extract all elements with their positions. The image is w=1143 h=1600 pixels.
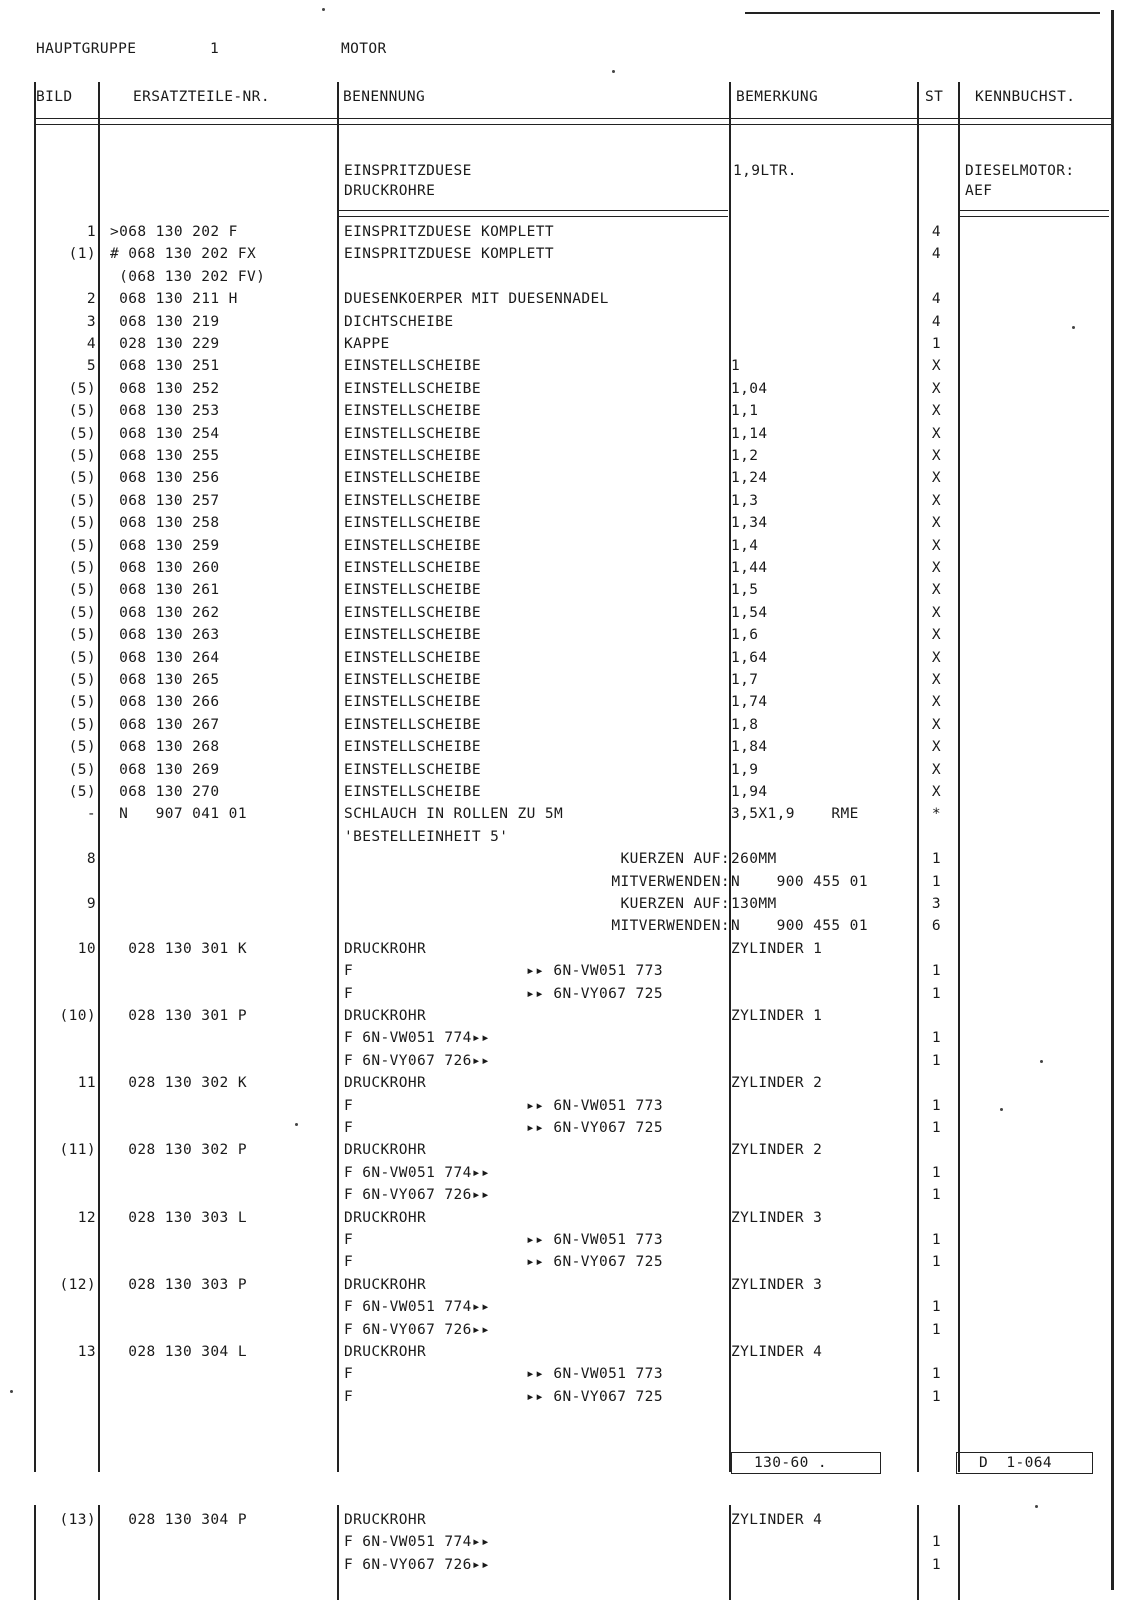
table-row [0, 1184, 1143, 1206]
table-row [0, 1319, 1143, 1341]
quantity-cell: X [931, 560, 942, 576]
table-row [0, 535, 1143, 557]
table-row [0, 1050, 1143, 1072]
quantity-cell: 1 [931, 1366, 942, 1383]
part-number-cell: 028 130 302 P [110, 1142, 247, 1159]
part-number-cell: 068 130 251 [110, 358, 220, 375]
section-kenn-2: AEF [965, 183, 993, 199]
bild-cell: (5) [68, 492, 96, 509]
table-row [0, 1554, 1143, 1576]
part-number-cell: 068 130 260 [110, 560, 220, 576]
remark-cell: 1,6 [731, 627, 759, 644]
description-cell: DRUCKROHR [344, 940, 427, 957]
bild-cell: 2 [86, 291, 96, 308]
table-row [0, 871, 1143, 893]
part-number-cell: 068 130 211 H [110, 291, 238, 308]
description-cell: EINSPRITZDUESE KOMPLETT [344, 224, 554, 240]
quantity-cell: 1 [931, 1030, 942, 1047]
table-row [0, 803, 1143, 825]
table-row [0, 288, 1143, 310]
quantity-cell: X [931, 716, 942, 733]
quantity-cell: 3 [931, 896, 942, 912]
description-cell: F [344, 1232, 354, 1248]
bild-cell: (12) [59, 1276, 96, 1293]
part-number-cell: 068 130 265 [110, 672, 220, 688]
quantity-cell: X [931, 582, 942, 599]
remark-cell: 1,34 [731, 515, 768, 532]
description-cell: F 6N-VY067 726▸▸ [344, 1321, 491, 1338]
remark-cell: ZYLINDER 1 [731, 1008, 823, 1024]
table-row [0, 557, 1143, 579]
quantity-cell: X [931, 739, 942, 756]
bild-cell: (5) [68, 649, 96, 666]
part-number-cell: 068 130 252 [110, 380, 220, 397]
quantity-cell: 4 [931, 224, 942, 240]
part-number-cell: 028 130 304 P [110, 1512, 247, 1528]
quantity-cell: X [931, 604, 942, 621]
description-cell: EINSTELLSCHEIBE [344, 672, 481, 688]
table-row [0, 243, 1143, 265]
table-row [0, 624, 1143, 646]
description-cell: EINSTELLSCHEIBE [344, 403, 481, 420]
table-row [0, 1162, 1143, 1184]
bild-cell: (5) [68, 515, 96, 532]
description-cell: F [344, 1366, 354, 1383]
description-cell: EINSTELLSCHEIBE [344, 627, 481, 644]
range-cell: ▸▸ 6N-VY067 725 [526, 1388, 663, 1405]
description-cell: DRUCKROHR [344, 1008, 427, 1024]
remark-cell: 1,1 [731, 403, 759, 420]
table-row [0, 1341, 1143, 1363]
description-cell: F [344, 1388, 354, 1405]
part-number-cell: 028 130 303 L [110, 1209, 247, 1226]
quantity-cell: 1 [931, 1187, 942, 1204]
remark-cell: N 900 455 01 [731, 873, 868, 890]
quantity-cell: 1 [931, 1556, 942, 1573]
table-row [0, 1117, 1143, 1139]
description-cell: EINSTELLSCHEIBE [344, 784, 481, 800]
remark-cell: 1,7 [731, 672, 759, 688]
quantity-cell: 1 [931, 963, 942, 980]
remark-cell: ZYLINDER 4 [731, 1344, 823, 1360]
part-number-cell: 068 130 219 [110, 313, 220, 330]
bild-cell: - [86, 806, 96, 823]
part-number-cell: 028 130 302 K [110, 1075, 247, 1092]
quantity-cell: 1 [931, 1052, 942, 1069]
col-kennbuchst: KENNBUCHST. [975, 89, 1076, 105]
description-cell: EINSTELLSCHEIBE [344, 380, 481, 397]
bild-cell: (5) [68, 425, 96, 442]
remark-cell: 1,8 [731, 716, 759, 733]
quantity-cell: 1 [931, 1534, 942, 1551]
table-row [0, 714, 1143, 736]
description-cell: EINSTELLSCHEIBE [344, 739, 481, 756]
bild-cell: 9 [86, 896, 96, 912]
description-cell: KAPPE [344, 336, 390, 352]
bild-cell: 5 [86, 358, 96, 375]
part-number-cell: 028 130 304 L [110, 1344, 247, 1360]
remark-cell: 1,9 [731, 761, 759, 778]
table-row [0, 1251, 1143, 1273]
part-number-cell: # 068 130 202 FX [110, 246, 257, 263]
part-number-cell: 068 130 263 [110, 627, 220, 644]
scan-speck [295, 1123, 298, 1126]
table-row [0, 1027, 1143, 1049]
quantity-cell: 1 [931, 851, 942, 868]
section-rule-kenn [959, 210, 1109, 217]
part-number-cell: 068 130 267 [110, 716, 220, 733]
scan-speck [1000, 1108, 1003, 1111]
bild-cell: (5) [68, 448, 96, 464]
table-row [0, 467, 1143, 489]
table-row [0, 691, 1143, 713]
range-cell: ▸▸ 6N-VY067 725 [526, 985, 663, 1002]
quantity-cell: 6 [931, 918, 942, 935]
description-cell: DICHTSCHEIBE [344, 313, 454, 330]
table-row [0, 893, 1143, 915]
part-number-cell: 068 130 254 [110, 425, 220, 442]
bild-cell: (5) [68, 582, 96, 599]
bild-cell: (1) [68, 246, 96, 263]
part-number-cell: 068 130 253 [110, 403, 220, 420]
table-row [0, 490, 1143, 512]
description-cell: DRUCKROHR [344, 1276, 427, 1293]
ref-box-right [956, 1452, 1093, 1474]
bild-cell: (5) [68, 739, 96, 756]
quantity-cell: X [931, 672, 942, 688]
table-row [0, 1509, 1143, 1531]
quantity-cell: 4 [931, 313, 942, 330]
description-cell: EINSTELLSCHEIBE [344, 448, 481, 464]
bild-cell: 3 [86, 313, 96, 330]
bild-cell: (10) [59, 1008, 96, 1024]
description-cell: EINSTELLSCHEIBE [344, 492, 481, 509]
quantity-cell: 1 [931, 1164, 942, 1181]
top-rule [745, 12, 1100, 14]
section-title-2: DRUCKROHRE [344, 183, 436, 199]
quantity-cell: X [931, 358, 942, 375]
description-cell: DRUCKROHR [344, 1142, 427, 1159]
bild-cell: (5) [68, 672, 96, 688]
table-row [0, 1274, 1143, 1296]
quantity-cell: X [931, 537, 942, 554]
remark-cell: ZYLINDER 2 [731, 1075, 823, 1092]
part-number-cell: >068 130 202 F [110, 224, 238, 240]
part-number-cell: 068 130 268 [110, 739, 220, 756]
table-row [0, 1363, 1143, 1385]
description-cell: 'BESTELLEINHEIT 5' [344, 828, 509, 845]
remark-cell: 1,5 [731, 582, 759, 599]
quantity-cell: 1 [931, 336, 942, 352]
quantity-cell: X [931, 448, 942, 464]
quantity-cell: 1 [931, 1097, 942, 1114]
table-row [0, 938, 1143, 960]
table-row [0, 512, 1143, 534]
quantity-cell: X [931, 470, 942, 487]
scan-speck [612, 70, 615, 73]
remark-cell: 1,24 [731, 470, 768, 487]
part-number-cell: 028 130 303 P [110, 1276, 247, 1293]
quantity-cell: X [931, 761, 942, 778]
description-cell: DRUCKROHR [344, 1209, 427, 1226]
part-number-cell: 068 130 269 [110, 761, 220, 778]
quantity-cell: X [931, 649, 942, 666]
table-row [0, 848, 1143, 870]
description-cell: F 6N-VW051 774▸▸ [344, 1030, 491, 1047]
part-number-cell: 068 130 256 [110, 470, 220, 487]
section-rule-ben [338, 210, 728, 217]
hauptgruppe-number: 1 [210, 41, 220, 57]
description-cell: EINSTELLSCHEIBE [344, 560, 481, 576]
ref-right: D 1-064 [979, 1455, 1053, 1471]
remark-cell: 1,2 [731, 448, 759, 464]
quantity-cell: X [931, 784, 942, 800]
description-cell: DRUCKROHR [344, 1344, 427, 1360]
quantity-cell: X [931, 492, 942, 509]
col-bild: BILD [36, 89, 73, 105]
description-cell: EINSTELLSCHEIBE [344, 582, 481, 599]
part-number-cell: N 907 041 01 [110, 806, 247, 823]
range-cell: ▸▸ 6N-VY067 725 [526, 1254, 663, 1271]
remark-cell: 1,3 [731, 492, 759, 509]
description-cell: EINSTELLSCHEIBE [344, 425, 481, 442]
remark-cell: 260MM [731, 851, 777, 868]
description-cell: F [344, 985, 354, 1002]
remark-cell: ZYLINDER 4 [731, 1512, 823, 1528]
table-row [0, 355, 1143, 377]
description-cell: F [344, 1097, 354, 1114]
bild-cell: (5) [68, 694, 96, 711]
remark-cell: 1,74 [731, 694, 768, 711]
remark-cell: ZYLINDER 3 [731, 1209, 823, 1226]
part-number-cell: 068 130 257 [110, 492, 220, 509]
description-cell: DRUCKROHR [344, 1512, 427, 1528]
table-row [0, 915, 1143, 937]
description-cell: EINSTELLSCHEIBE [344, 694, 481, 711]
col-bemerkung: BEMERKUNG [736, 89, 819, 105]
bild-cell: (5) [68, 560, 96, 576]
quantity-cell: * [931, 806, 942, 823]
description-cell: DRUCKROHR [344, 1075, 427, 1092]
scan-speck [1072, 326, 1075, 329]
table-row [0, 647, 1143, 669]
description-cell: F 6N-VW051 774▸▸ [344, 1534, 491, 1551]
remark-cell: 1,84 [731, 739, 768, 756]
table-row [0, 602, 1143, 624]
table-row [0, 1095, 1143, 1117]
header-rule [34, 118, 1114, 125]
bild-cell: (5) [68, 784, 96, 800]
description-cell: EINSTELLSCHEIBE [344, 604, 481, 621]
quantity-cell: X [931, 515, 942, 532]
range-cell: ▸▸ 6N-VY067 725 [526, 1120, 663, 1136]
bild-cell: (5) [68, 380, 96, 397]
bild-cell: (5) [68, 627, 96, 644]
table-row [0, 445, 1143, 467]
quantity-cell: 1 [931, 985, 942, 1002]
remark-cell: 1,64 [731, 649, 768, 666]
description-cell: EINSTELLSCHEIBE [344, 649, 481, 666]
description-cell: EINSTELLSCHEIBE [344, 515, 481, 532]
table-row [0, 1072, 1143, 1094]
table-row [0, 1207, 1143, 1229]
description-cell: F [344, 1254, 354, 1271]
description-cell: EINSTELLSCHEIBE [344, 358, 481, 375]
group-name: MOTOR [341, 41, 387, 57]
quantity-cell: 4 [931, 246, 942, 263]
ref-left: 130-60 . [754, 1455, 828, 1471]
bild-cell: (5) [68, 604, 96, 621]
bild-cell: (5) [68, 403, 96, 420]
part-number-cell: 028 130 301 P [110, 1008, 247, 1024]
remark-cell: 1 [731, 358, 741, 375]
remark-cell: ZYLINDER 1 [731, 940, 823, 957]
description-cell: EINSTELLSCHEIBE [344, 761, 481, 778]
quantity-cell: 1 [931, 873, 942, 890]
table-row [0, 221, 1143, 243]
remark-cell: 1,14 [731, 425, 768, 442]
description-cell: SCHLAUCH IN ROLLEN ZU 5M [344, 806, 564, 823]
section-title-1: EINSPRITZDUESE [344, 163, 472, 179]
scan-speck [322, 8, 325, 11]
description-cell: F 6N-VW051 774▸▸ [344, 1164, 491, 1181]
quantity-cell: X [931, 694, 942, 711]
section-bemerkung: 1,9LTR. [733, 163, 797, 179]
bild-cell: (5) [68, 761, 96, 778]
quantity-cell: X [931, 627, 942, 644]
description-cell: DUESENKOERPER MIT DUESENNADEL [344, 291, 609, 308]
col-benennung: BENENNUNG [343, 89, 426, 105]
quantity-cell: 1 [931, 1321, 942, 1338]
description-cell: EINSTELLSCHEIBE [344, 537, 481, 554]
range-cell: ▸▸ 6N-VW051 773 [526, 1232, 663, 1248]
description-cell: F [344, 1120, 354, 1136]
description-cell: F 6N-VY067 726▸▸ [344, 1187, 491, 1204]
range-cell: ▸▸ 6N-VW051 773 [526, 1366, 663, 1383]
table-row [0, 1229, 1143, 1251]
remark-cell: N 900 455 01 [731, 918, 868, 935]
part-number-cell: 068 130 261 [110, 582, 220, 599]
part-number-cell: 028 130 301 K [110, 940, 247, 957]
remark-cell: 1,4 [731, 537, 759, 554]
quantity-cell: 1 [931, 1299, 942, 1316]
table-row [0, 759, 1143, 781]
remark-cell: ZYLINDER 2 [731, 1142, 823, 1159]
bild-cell: 4 [86, 336, 96, 352]
bild-cell: (11) [59, 1142, 96, 1159]
part-number-cell: (068 130 202 FV) [110, 268, 266, 285]
table-row [0, 781, 1143, 803]
table-row [0, 1531, 1143, 1553]
scan-speck [1040, 1060, 1043, 1063]
table-row [0, 826, 1143, 848]
part-number-cell: 028 130 229 [110, 336, 220, 352]
description-cell: F 6N-VY067 726▸▸ [344, 1556, 491, 1573]
col-st: ST [925, 89, 944, 105]
table-row [0, 266, 1143, 288]
bild-cell: (5) [68, 716, 96, 733]
table-row [0, 1139, 1143, 1161]
table-row [0, 669, 1143, 691]
table-row [0, 579, 1143, 601]
part-number-cell: 068 130 259 [110, 537, 220, 554]
col-nr: ERSATZTEILE-NR. [133, 89, 270, 105]
remark-cell: ZYLINDER 3 [731, 1276, 823, 1293]
table-row [0, 1386, 1143, 1408]
instruction-cell: KUERZEN AUF: [620, 896, 730, 912]
remark-cell: 3,5X1,9 RME [731, 806, 859, 823]
table-row [0, 311, 1143, 333]
bild-cell: 10 [77, 940, 96, 957]
part-number-cell: 068 130 255 [110, 448, 220, 464]
description-cell: F 6N-VW051 774▸▸ [344, 1299, 491, 1316]
remark-cell: 1,94 [731, 784, 768, 800]
quantity-cell: 1 [931, 1120, 942, 1136]
table-row [0, 983, 1143, 1005]
part-number-cell: 068 130 264 [110, 649, 220, 666]
quantity-cell: X [931, 380, 942, 397]
table-row [0, 423, 1143, 445]
quantity-cell: 1 [931, 1232, 942, 1248]
hauptgruppe-label: HAUPTGRUPPE [36, 41, 137, 57]
description-cell: EINSPRITZDUESE KOMPLETT [344, 246, 554, 263]
description-cell: EINSTELLSCHEIBE [344, 716, 481, 733]
bild-cell: 8 [86, 851, 96, 868]
range-cell: ▸▸ 6N-VW051 773 [526, 1097, 663, 1114]
description-cell: EINSTELLSCHEIBE [344, 470, 481, 487]
bild-cell: 1 [86, 224, 96, 240]
table-row [0, 333, 1143, 355]
part-number-cell: 068 130 262 [110, 604, 220, 621]
remark-cell: 1,04 [731, 380, 768, 397]
quantity-cell: 1 [931, 1388, 942, 1405]
description-cell: F [344, 963, 354, 980]
part-number-cell: 068 130 258 [110, 515, 220, 532]
bild-cell: (13) [59, 1512, 96, 1528]
bild-cell: 11 [77, 1075, 96, 1092]
bild-cell: 13 [77, 1344, 96, 1360]
scan-speck [1035, 1505, 1038, 1508]
quantity-cell: X [931, 403, 942, 420]
table-row [0, 1005, 1143, 1027]
instruction-cell: MITVERWENDEN: [611, 918, 730, 935]
remark-cell: 1,54 [731, 604, 768, 621]
part-number-cell: 068 130 266 [110, 694, 220, 711]
instruction-cell: MITVERWENDEN: [611, 873, 730, 890]
quantity-cell: X [931, 425, 942, 442]
bild-cell: 12 [77, 1209, 96, 1226]
table-row [0, 400, 1143, 422]
range-cell: ▸▸ 6N-VW051 773 [526, 963, 663, 980]
part-number-cell: 068 130 270 [110, 784, 220, 800]
table-row [0, 960, 1143, 982]
remark-cell: 1,44 [731, 560, 768, 576]
table-row [0, 1296, 1143, 1318]
bild-cell: (5) [68, 470, 96, 487]
remark-cell: 130MM [731, 896, 777, 912]
instruction-cell: KUERZEN AUF: [620, 851, 730, 868]
ref-box-left [731, 1452, 881, 1474]
table-row [0, 736, 1143, 758]
bild-cell: (5) [68, 537, 96, 554]
description-cell: F 6N-VY067 726▸▸ [344, 1052, 491, 1069]
table-row [0, 378, 1143, 400]
scan-speck [10, 1390, 13, 1393]
section-kenn-1: DIESELMOTOR: [965, 163, 1075, 179]
quantity-cell: 1 [931, 1254, 942, 1271]
quantity-cell: 4 [931, 291, 942, 308]
